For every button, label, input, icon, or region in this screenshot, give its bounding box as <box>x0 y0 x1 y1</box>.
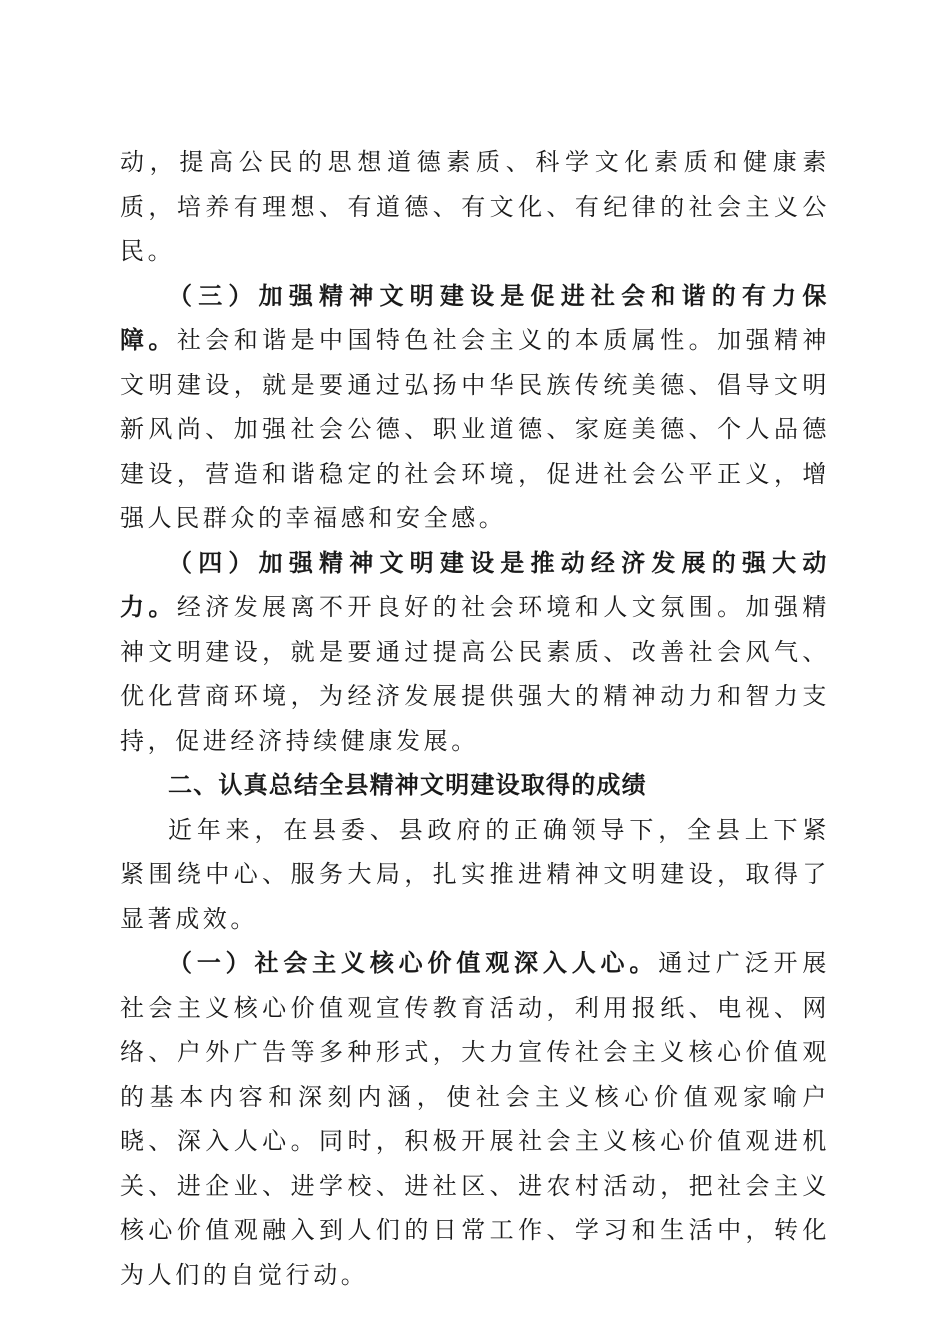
point4-lead-sentence: （四）加强精神文明建设是推动经济发展的强大动力。 <box>120 548 830 621</box>
paragraph-section2-point1 <box>120 941 830 1297</box>
section2-intro: 近年来，在县委、县政府的正确领导下，全县上下紧紧围绕中心、服务大局，扎实推进精神文明建设，取得了显著成效。 <box>120 815 830 933</box>
paragraph-section1-point3 <box>120 274 830 541</box>
s2-point1-lead-sentence: （一）社会主义核心价值观深入人心。 <box>168 949 659 977</box>
point3-lead-sentence: （三）加强精神文明建设是促进社会和谐的有力保障。 <box>120 281 830 354</box>
paragraph-continuation: 动，提高公民的思想道德素质、科学文化素质和健康素质，培养有理想、有道德、有文化、有纪律的社会主义公民。 <box>120 148 830 265</box>
paragraph-section1-point4 <box>120 541 830 764</box>
document-body <box>120 140 830 1297</box>
point3-body: 社会和谐是中国特色社会主义的本质属性。加强精神文明建设，就是要通过弘扬中华民族传统美德、倡导文明新风尚、加强社会公德、职业道德、家庭美德、个人品德建设，营造和谐稳定的社会环境，促进社会公平正义，增强人民群众的幸福感和安全感。 <box>120 326 830 532</box>
s2-point1-body: 通过广泛开展社会主义核心价值观宣传教育活动，利用报纸、电视、网络、户外广告等多种形式，大力宣传社会主义核心价值观的基本内容和深刻内涵，使社会主义核心价值观家喻户晓、深入人心。同时，积极开展社会主义核心价值观进机关、进企业、进学校、进社区、进农村活动，把社会主义核心价值观融入到人们的日常工作、学习和生活中，转化为人们的自觉行动。 <box>120 949 830 1289</box>
section2-heading: 二、认真总结全县精神文明建设取得的成绩 <box>168 771 647 799</box>
point4-body: 经济发展离不开良好的社会环境和人文氛围。加强精神文明建设，就是要通过提高公民素质、改善社会风气、优化营商环境，为经济发展提供强大的精神动力和智力支持，促进经济持续健康发展。 <box>120 593 830 755</box>
